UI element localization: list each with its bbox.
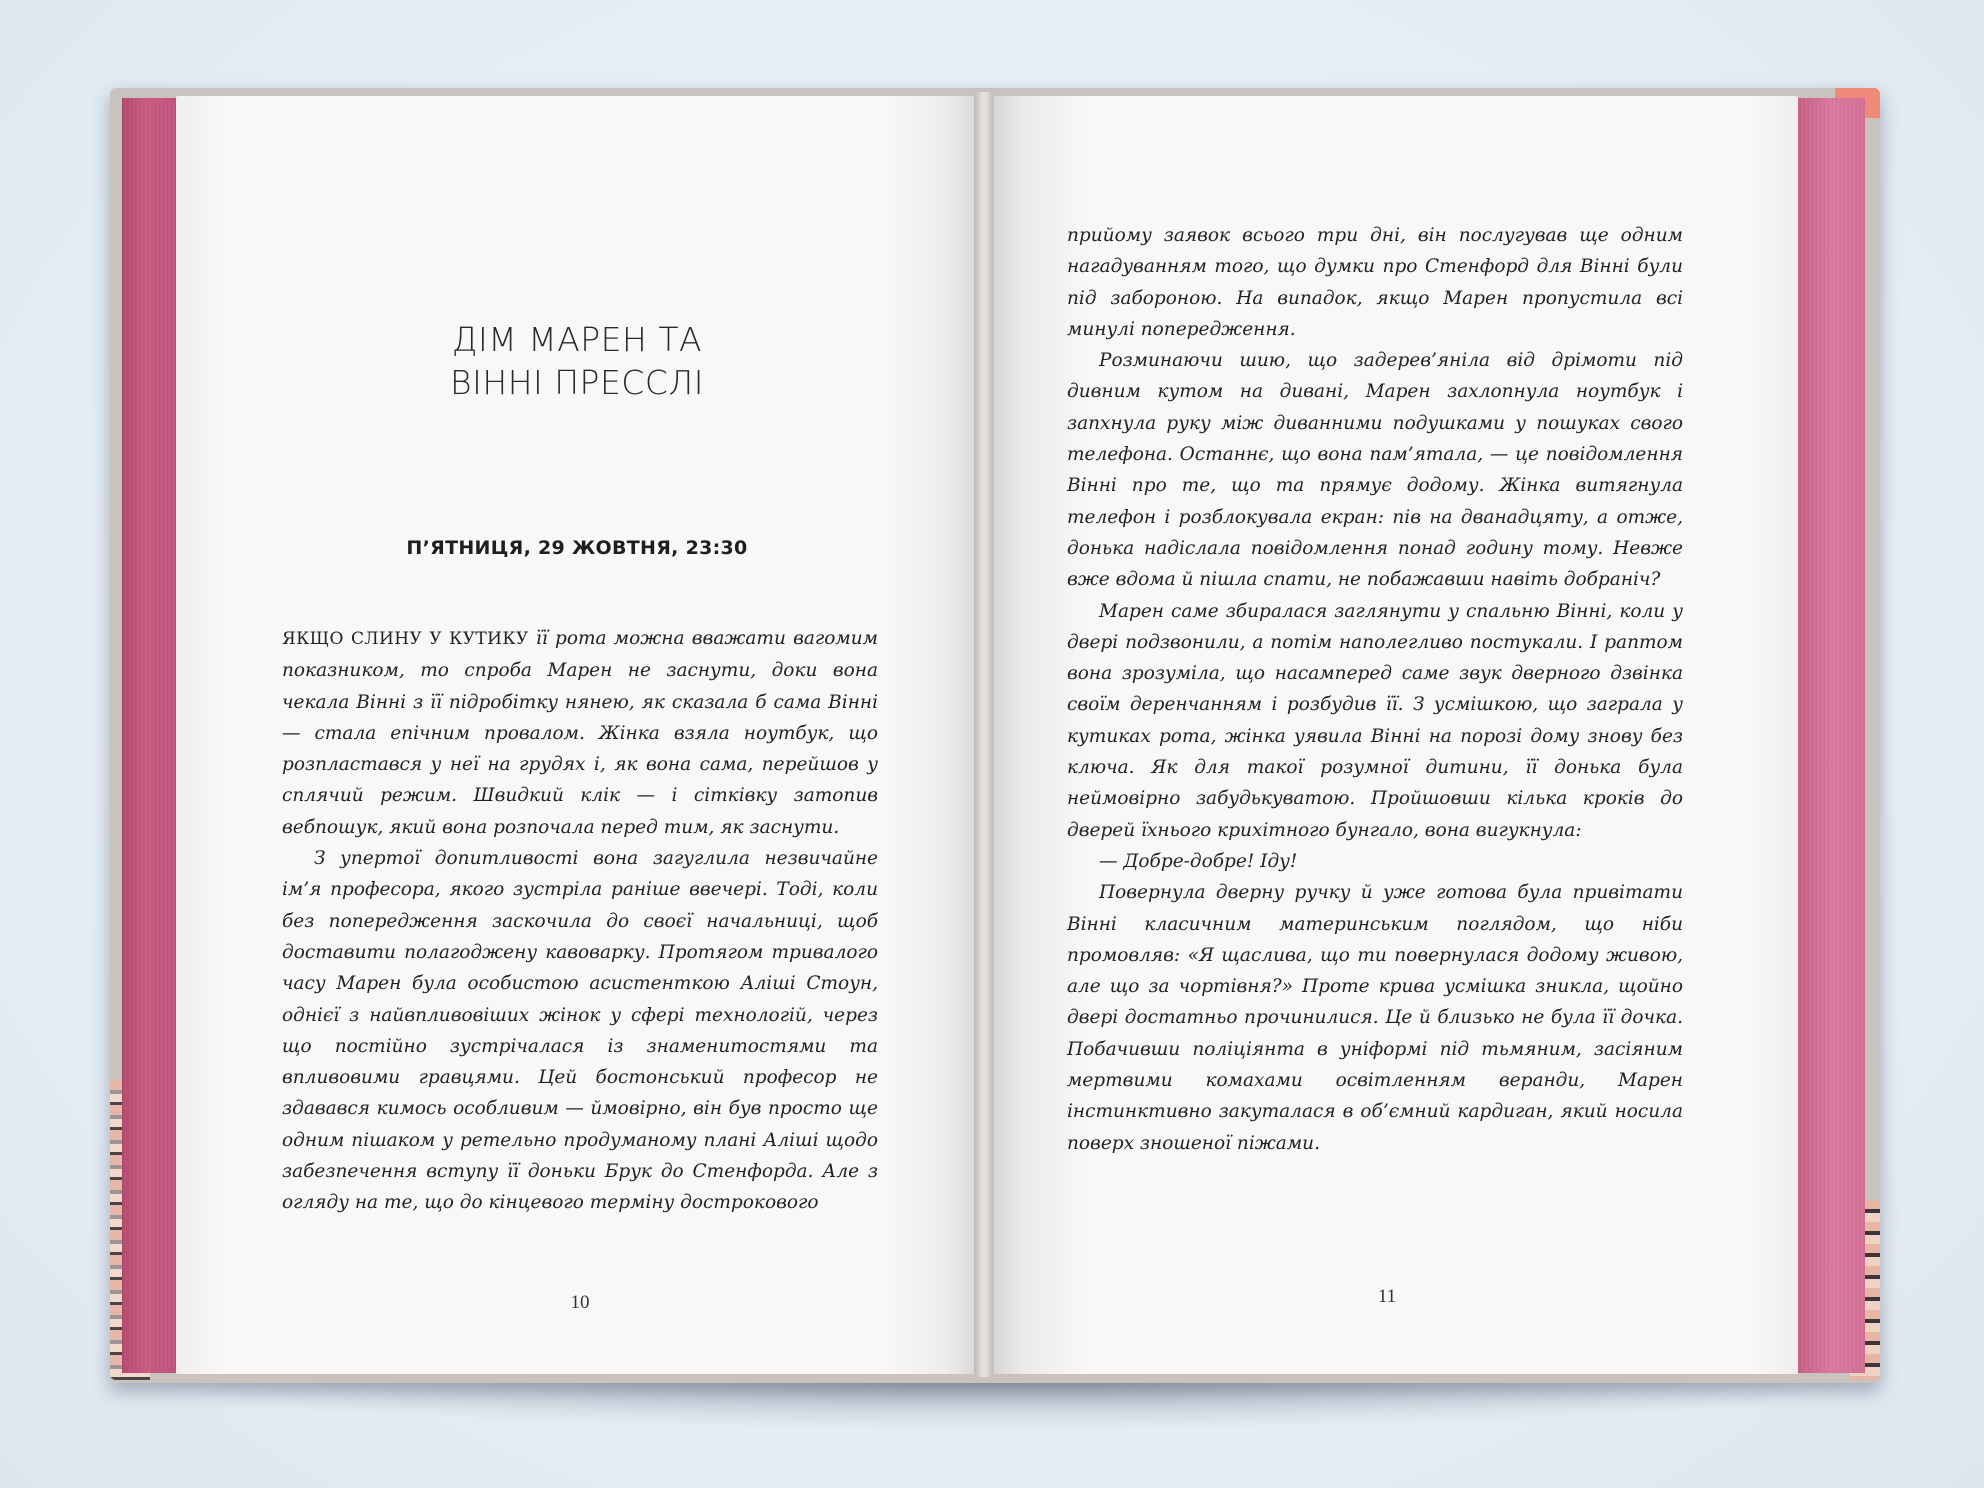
page-number-right: 11 [1377,1286,1397,1307]
dialogue-line: — Добре-добре! Іду! [1099,850,1298,872]
chapter-title [176,318,978,404]
paragraph: Розминаючи шию, що задерев’яніла від дрімоти під дивним кутом на дивані, Марен захлопнула ноутбук і запхнула руку між диванними подушками у пошуках свого телефона. Останнє, що вона пам’ятала, — це повідомлення Вінні про те, що та прямує додому. Жінка витягнула телефон і розблокувала екран: пів на дванадцяту, а отже, донька надіслала повідомлення понад годину тому. Невже вже вдома й пішла спати, не побажавши навіть добраніч? [1067,350,1683,591]
right-page-body [1067,220,1683,1159]
lead-in-text: ЯКЩО СЛИНУ У КУТИКУ [282,629,529,649]
chapter-dateline: П’ЯТНИЦЯ, 29 ЖОВТНЯ, 23:30 [406,537,748,559]
paragraph: З упертої допитливості вона загуглила незвичайне ім’я професора, якого зустріла раніше ввечері. Тоді, коли без попередження заскочила до своєї начальниці, щоб доставити полагоджену кавоварку. Протягом тривалого часу Марен була особистою асистенткою Аліші Стоун, однієї з найвпливовіших жінок у сфері технологій, через що постійно зустрічалася із знаменитостями та впливовими гравцями. Цей бостонський професор не здавався кимось особливим — ймовірно, він був просто ще одним пішаком у ретельно продуманому плані Аліші щодо забезпечення вступу її доньки Брук до Стенфорда. Але з огляду на те, що до кінцевого терміну дострокового [282,848,878,1214]
paragraph: Повернула дверну ручку й уже готова була привітати Вінні класичним материнським поглядом, що ніби промовляв: «Я щаслива, що ти повернулася додому живою, але що за чортівня?» Проте крива усмішка зникла, щойно двері достатньо прочинилися. Це й близько не була її дочка. Побачивши поліціянта в уніформі під тьмяним, засіяним мертвими комахами освітленням веранди, Марен інстинктивно закуталася в об’ємний кардиган, який носила поверх зношеної піжами. [1067,882,1683,1154]
chapter-title-line-1: ДІМ МАРЕН ТА [451,320,703,359]
page-number-left: 10 [570,1292,590,1313]
page-edges-left-texture [122,98,184,1373]
paragraph [282,623,878,843]
chapter-title-line-2: ВІННІ ПРЕССЛІ [450,363,704,402]
book-gutter [974,92,994,1377]
paragraph: прийому заявок всього три дні, він послугував ще одним нагадуванням того, що думки про Стенфорд для Вінні були під забороною. На випадок, якщо Марен пропустила всі минулі попередження. [1067,225,1683,340]
page-edges-right-texture [1795,98,1865,1373]
left-page-body [282,623,878,1219]
paragraph: Марен саме збиралася заглянути у спальню Вінні, коли у двері подзвонили, а потім наполегливо постукали. І раптом вона зрозуміла, що насамперед саме звук дверного дзвінка своїм деренчанням і розбудив її. З усмішкою, що заграла у кутиках рота, жінка уявила Вінні на порозі дому знову без ключа. Як для такої розумної дитини, її донька була неймовірно забудькуватою. Пройшовши кілька кроків до дверей їхнього крихітного бунгало, вона вигукнула: [1067,600,1683,841]
paragraph-text: її рота можна вважати вагомим показником, то спроба Марен не заснути, доки вона чекала Вінні з її підробітку нянею, як сказала б сама Вінні — стала епічним провалом. Жінка взяла ноутбук, що розпластався у неї на грудях і, як вона сама, перейшов у сплячий режим. Швидкий клік — і сітківку затопив вебпошук, який вона розпочала перед тим, як заснути. [282,628,879,838]
